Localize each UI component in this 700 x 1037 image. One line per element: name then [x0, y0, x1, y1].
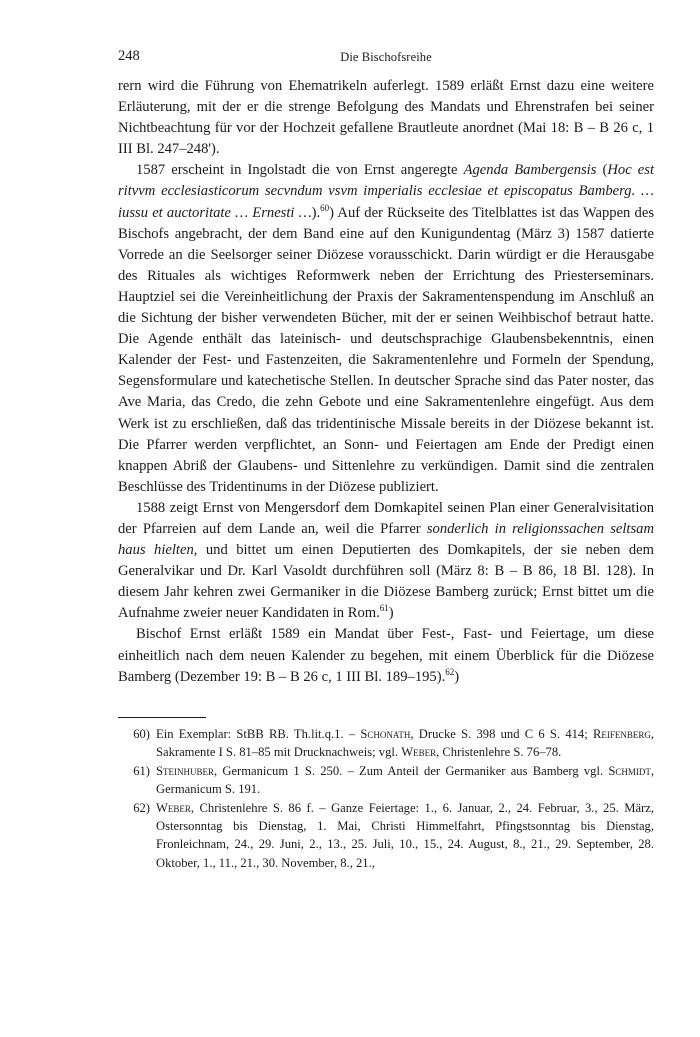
paragraph-3: 1588 zeigt Ernst von Mengersdorf dem Domkapitel seinen Plan einer Generalvisitation der Pfarreien auf dem Lande an, weil die Pfarrer sonderlich in religionssachen seltsam haus hielten, und bittet um einen Deputierten des Domkapitels, der sie neben dem Generalvikar und Dr. Karl Vasoldt durchführen soll (März 8: B – B 86, 18 Bl. 128). In diesem Jahr kehren zwei Germaniker in die Diözese Bamberg zurück; Ernst bittet um die Aufnahme zweier neuer Kandidaten in Rom.$^{61}$): [118, 499, 654, 622]
footnote-ref-62: 62: [445, 666, 455, 677]
footnote-rule: [118, 717, 206, 718]
footnote-ref-61: 61: [379, 603, 389, 614]
footnote-text: Steinhuber, Germanicum 1 S. 250. – Zum Anteil der Germaniker aus Bamberg vgl. Schmidt, Germanicum S. 191.: [156, 763, 654, 797]
paragraph-1: rern wird die Führung von Ehematrikeln auferlegt. 1589 erläßt Ernst dazu eine weitere Erläuterung, mit der er die strenge Befolgung des Mandats und Ehrenstrafen bei seiner Nichtbeachtung für vor der Hochzeit gefallene Brautleute anordnet (Mai 18: B – B 26 c, 1 III Bl. 247–248').: [118, 78, 654, 158]
work-title: Agenda Bambergensis: [463, 162, 597, 179]
footnote-text: Ein Exemplar: StBB RB. Th.lit.q.1. – Schonath, Drucke S. 398 und C 6 S. 414; Reifenberg, Sakramente I S. 81–85 mit Drucknachweis; vgl. Weber, Christenlehre S. 76–78.: [156, 727, 655, 760]
paragraph-4: Bischof Ernst erläßt 1589 ein Mandat über Fest-, Fast- und Feiertage, um diese einheitlich nach dem neuen Kalender zu begehen, mit einem Überblick für die Diözese Bamberg (Dezember 19: B – B 26 c, 1 III Bl. 189–195).$^{62}$): [118, 626, 654, 685]
footnotes: [118, 725, 654, 872]
page-number: 248: [118, 48, 140, 64]
body-text: [118, 76, 654, 688]
running-head: Die Bischofsreihe: [340, 50, 432, 64]
footnote-mark: 62): [133, 800, 150, 815]
footnote-mark: 61): [133, 763, 150, 778]
paragraph-2: 1587 erscheint in Ingolstadt die von Ernst angeregte Agenda Bambergensis (Hoc est ritvvm ecclesiasticorum secvndum vsvm imperialis ecclesiae et episcopatus Bamberg. … iussu et auctoritate … Ernesti …).$^{60}$) Auf der Rückseite des Titelblattes ist das Wappen des Bischofs angebracht, der dem Band eine auf den Kunigundentag (März 3) 1587 datierte Vorrede an die Seelsorger seiner Diözese vorausschickt. Darin würdigt er die Herausgabe des Rituales als wichtiges Reformwerk neben der Errichtung des Priesterseminars. Hauptziel sei die Vereinheitlichung der Praxis der Sakramentenspendung im Anschluß an die Sichtung der bisher verwendeten Bücher, mit der er seinen Weihbischof betraut hatte. Die Agende enthält das lateinisch- und deutschsprachige Glaubensbekenntnis, einen Kalender der Fest- und Fastenzeiten, die Sakramentenlehre und Formeln der Spendung, Segensformulare und katechetische Stellen. In deutscher Sprache sind das Pater noster, das Ave Maria, das Credo, die zehn Gebote und eine Sakramentenlehre eingefügt. Aus dem Werk ist zu erschließen, daß das tridentinische Missale bereits in der Diözese bekannt ist. Die Pfarrer werden verpflichtet, an Sonn- und Feiertagen am Ende der Predigt einen knappen Abriß der Glaubens- und Sittenlehre zu verkündigen. Damit sind die zentralen Beschlüsse des Tridentinums in der Diözese publiziert.: [118, 162, 654, 495]
quotation: sonderlich in religionssachen seltsam haus hielten: [118, 520, 654, 559]
footnote-62: [118, 799, 654, 873]
footnote-61: [118, 762, 654, 799]
footnote-text: Weber, Christenlehre S. 86 f. – Ganze Feiertage: 1., 6. Januar, 2., 24. Februar, 3., 25. März, Ostersonntag bis Dienstag, 1. Mai, Christi Himmelfahrt, Pfingstsonntag bis Dienstag, Fronleichnam, 24., 29. Juni, 2., 13., 25. Juli, 10., 15., 24. August, 8., 21., 29. September, 28. Oktober, 1., 11., 21., 30. November, 8., 21.,: [156, 800, 654, 870]
work-subtitle: Hoc est ritvvm ecclesiasticorum secvndum vsvm imperialis ecclesiae et episcopatus Bamberg. … iussu et auctoritate … Ernesti …: [118, 162, 654, 221]
footnote-mark: 60): [133, 727, 150, 741]
footnote-ref-60: 60: [320, 202, 330, 213]
footnote-60: [118, 725, 654, 762]
